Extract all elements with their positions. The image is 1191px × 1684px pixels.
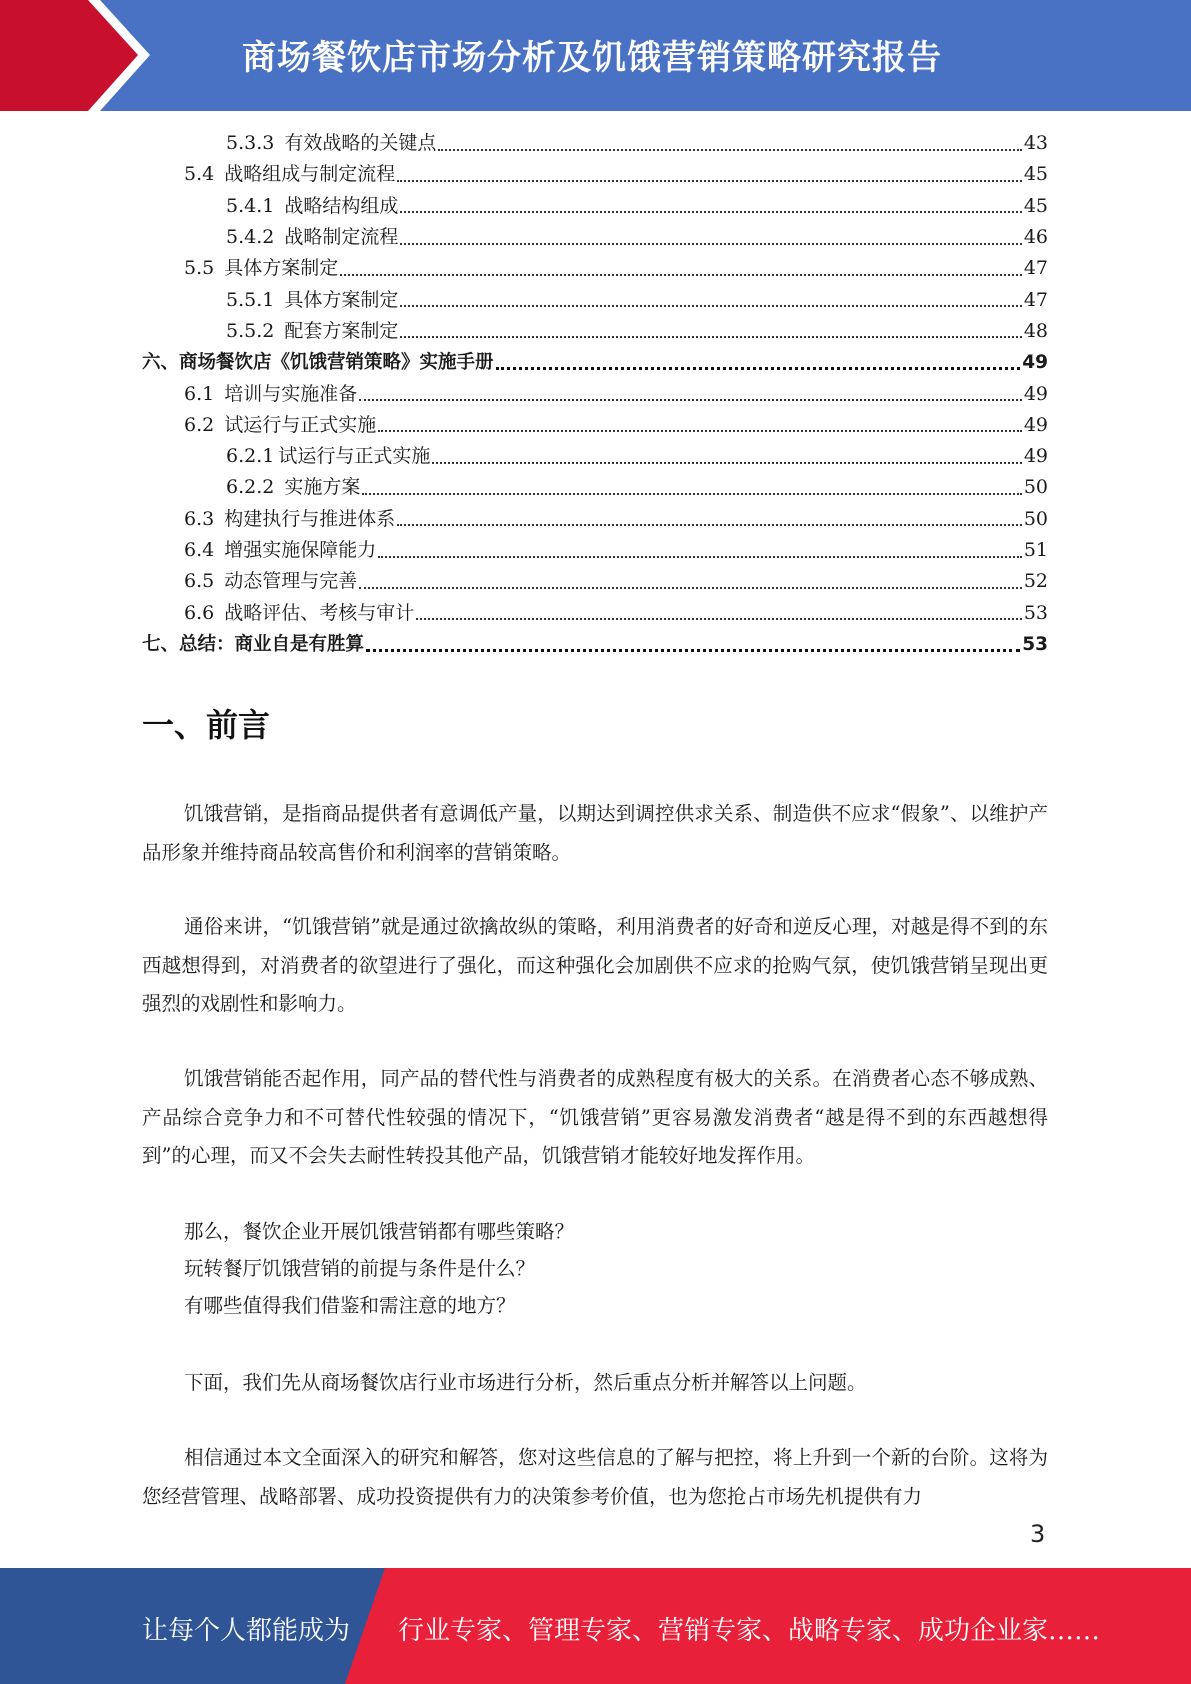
toc-leader — [400, 243, 1021, 245]
toc-label: 七、总结：商业自是有胜算 — [142, 633, 365, 655]
body-paragraph: 饥饿营销能否起作用，同产品的替代性与消费者的成熟程度有极大的关系。在消费者心态不够成熟、产品综合竞争力和不可替代性较强的情况下，“饥饿营销”更容易激发消费者“越是得不到的东西越想得到”的心理，而又不会失去耐性转投其他产品，饥饿营销才能较好地发挥作用。 — [142, 1067, 1048, 1167]
toc-entry[interactable] — [142, 441, 1048, 472]
toc-page: 45 — [1023, 163, 1048, 186]
toc-leader — [362, 493, 1021, 495]
toc-number: 6.1 — [184, 382, 215, 405]
toc-page: 50 — [1023, 507, 1048, 530]
toc-number: 6.5 — [184, 570, 215, 593]
toc-leader — [340, 274, 1022, 276]
table-of-contents — [142, 128, 1048, 660]
toc-label: 有效战略的关键点 — [284, 132, 437, 155]
toc-page: 43 — [1023, 132, 1048, 155]
toc-label: 试运行与正式实施 — [224, 413, 377, 436]
toc-leader — [359, 399, 1022, 401]
toc-number: 5.5.1 — [226, 288, 275, 311]
toc-label: 试运行与正式实施 — [278, 445, 431, 468]
body-paragraph: 下面，我们先从商场餐饮店行业市场进行分析，然后重点分析并解答以上问题。 — [184, 1371, 867, 1394]
toc-page: 49 — [1023, 413, 1048, 436]
toc-entry[interactable] — [142, 504, 1048, 535]
toc-entry[interactable] — [142, 222, 1048, 253]
toc-entry[interactable] — [142, 316, 1048, 347]
body-paragraph: 相信通过本文全面深入的研究和解答，您对这些信息的了解与把控，将上升到一个新的台阶。这将为您经营管理、战略部署、成功投资提供有力的决策参考价值，也为您抢占市场先机提供有力 — [142, 1446, 1048, 1508]
question-line: 有哪些值得我们借鉴和需注意的地方？ — [184, 1294, 516, 1317]
toc-entry[interactable] — [142, 347, 1048, 378]
toc-label: 配套方案制定 — [284, 319, 399, 342]
toc-page: 49 — [1022, 352, 1048, 374]
toc-page: 50 — [1023, 476, 1048, 499]
toc-number: 5.3.3 — [226, 132, 275, 155]
toc-label: 战略制定流程 — [284, 226, 399, 249]
footer-slogan-left: 让每个人都能成为 — [142, 1616, 351, 1646]
footer-slogan-right: 行业专家、管理专家、营销专家、战略专家、成功企业家…… — [398, 1616, 1101, 1646]
toc-label: 具体方案制定 — [284, 288, 399, 311]
toc-label: 构建执行与推进体系 — [224, 507, 396, 530]
header-arrow-icon — [0, 0, 160, 111]
toc-number: 5.5.2 — [226, 319, 275, 342]
toc-label: 具体方案制定 — [224, 257, 339, 280]
toc-leader — [416, 618, 1022, 620]
toc-page: 53 — [1022, 633, 1048, 655]
toc-leader — [359, 587, 1022, 589]
toc-number: 6.2.1 — [226, 445, 275, 468]
toc-leader — [438, 149, 1021, 151]
body-paragraph: 通俗来讲，“饥饿营销”就是通过欲擒故纵的策略，利用消费者的好奇和逆反心理，对越是得不到的东西越想得到，对消费者的欲望进行了强化，而这种强化会加剧供不应求的抢购气氛，使饥饿营销呈现出更强烈的戏剧性和影响力。 — [142, 915, 1048, 1015]
toc-number: 6.2.2 — [226, 476, 275, 499]
toc-page: 47 — [1023, 257, 1048, 280]
toc-page: 51 — [1023, 539, 1048, 561]
toc-number: 6.4 — [184, 539, 215, 561]
toc-leader — [397, 524, 1022, 526]
toc-number: 5.4 — [184, 163, 215, 186]
toc-leader — [378, 430, 1022, 432]
toc-leader — [397, 180, 1022, 182]
toc-entry[interactable] — [142, 472, 1048, 503]
toc-entry[interactable] — [142, 629, 1048, 660]
toc-label: 增强实施保障能力 — [224, 539, 377, 561]
toc-number: 6.2 — [184, 413, 215, 436]
toc-entry[interactable] — [142, 410, 1048, 441]
toc-leader — [378, 556, 1022, 558]
section-heading: 一、前言 — [142, 706, 271, 744]
page-footer — [0, 1568, 1191, 1684]
toc-label: 战略评估、考核与审计 — [224, 601, 415, 624]
toc-entry[interactable] — [142, 191, 1048, 222]
page-number: 3 — [1030, 1520, 1046, 1548]
toc-entry[interactable] — [142, 284, 1048, 315]
toc-page: 52 — [1023, 570, 1048, 593]
toc-label: 动态管理与完善 — [224, 570, 358, 593]
toc-number: 5.4.2 — [226, 226, 275, 249]
toc-entry[interactable] — [142, 253, 1048, 284]
page-header — [0, 0, 1191, 111]
toc-entry[interactable] — [142, 378, 1048, 409]
toc-leader — [400, 305, 1021, 307]
toc-label: 实施方案 — [284, 476, 361, 499]
toc-entry[interactable] — [142, 128, 1048, 159]
toc-leader — [432, 462, 1021, 464]
toc-label: 战略结构组成 — [284, 194, 399, 217]
toc-number: 6.3 — [184, 507, 215, 530]
toc-label: 战略组成与制定流程 — [224, 163, 396, 186]
toc-entry[interactable] — [142, 597, 1048, 628]
toc-leader — [366, 649, 1020, 652]
toc-label: 培训与实施准备 — [224, 382, 358, 405]
toc-page: 48 — [1023, 319, 1048, 342]
toc-label: 六、商场餐饮店《饥饿营销策略》实施手册 — [142, 352, 494, 374]
toc-page: 46 — [1023, 226, 1048, 249]
question-line: 玩转餐厅饥饿营销的前提与条件是什么？ — [184, 1257, 536, 1280]
toc-leader — [496, 367, 1021, 370]
toc-leader — [400, 336, 1021, 338]
body-paragraph: 饥饿营销，是指商品提供者有意调低产量，以期达到调控供求关系、制造供不应求“假象”、以维护产品形象并维持商品较高售价和利润率的营销策略。 — [142, 802, 1048, 864]
toc-entry[interactable] — [142, 159, 1048, 190]
toc-number: 5.4.1 — [226, 194, 275, 217]
toc-page: 49 — [1023, 382, 1048, 405]
toc-page: 45 — [1023, 194, 1048, 217]
toc-number: 5.5 — [184, 257, 215, 280]
question-line: 那么，餐饮企业开展饥饿营销都有哪些策略？ — [184, 1220, 575, 1243]
toc-leader — [400, 211, 1021, 213]
toc-entry[interactable] — [142, 566, 1048, 597]
toc-page: 53 — [1023, 601, 1048, 624]
toc-page: 49 — [1023, 445, 1048, 468]
toc-page: 47 — [1023, 288, 1048, 311]
toc-number: 6.6 — [184, 601, 215, 624]
toc-entry[interactable] — [142, 535, 1048, 566]
report-title: 商场餐饮店市场分析及饥饿营销策略研究报告 — [242, 38, 942, 78]
